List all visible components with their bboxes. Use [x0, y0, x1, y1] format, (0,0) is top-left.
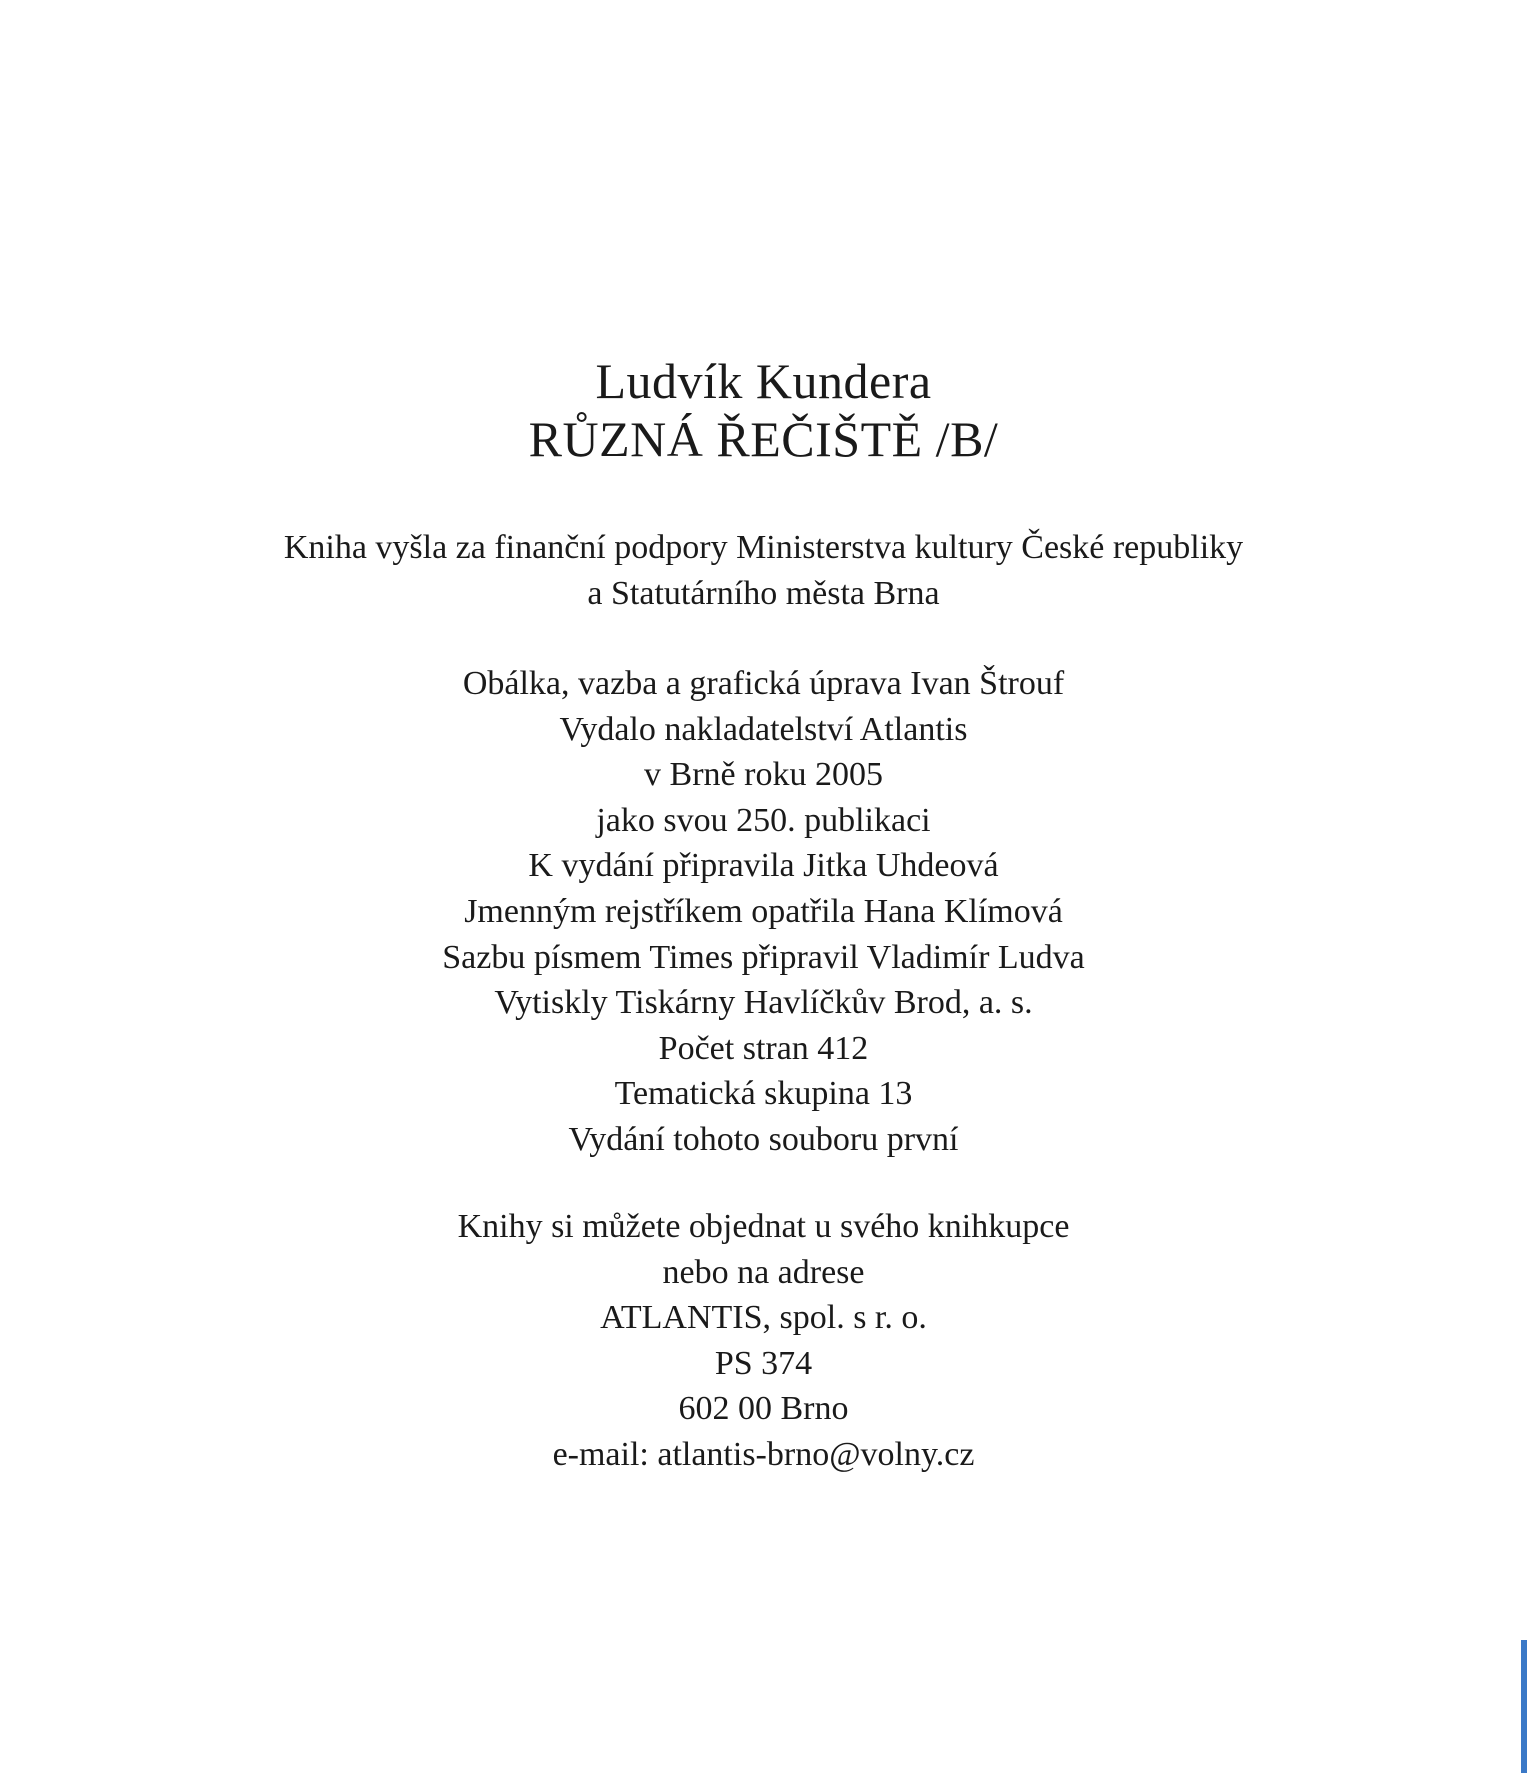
email-address: e-mail: atlantis-brno@volny.cz [552, 1435, 975, 1473]
credit-line: Vydání tohoto souboru první [568, 1120, 959, 1158]
scan-edge-mark [1521, 1640, 1527, 1773]
credits-list [0, 661, 1527, 1163]
order-line: nebo na adrese [662, 1253, 865, 1291]
author-name: Ludvík Kundera [595, 353, 932, 409]
credit-line: Obálka, vazba a grafická úprava Ivan Štrouf [462, 665, 1065, 702]
credit-line: jako svou 250. publikaci [596, 801, 931, 839]
title-block [0, 352, 1527, 468]
book-title: RŮZNÁ ŘEČIŠTĚ /B/ [528, 411, 999, 467]
funding-line: a Statutárního města Brna [587, 574, 940, 612]
credit-line: Vytiskly Tiskárny Havlíčkův Brod, a. s. [494, 984, 1033, 1022]
credit-line: Počet stran 412 [658, 1029, 869, 1067]
postal-city: 602 00 Brno [678, 1390, 849, 1428]
postal-box: PS 374 [714, 1344, 813, 1382]
credit-line: Sazbu písmem Times připravil Vladimír Ludva [442, 938, 1085, 976]
publisher-name: ATLANTIS, spol. s r. o. [600, 1299, 927, 1337]
funding-note [0, 525, 1527, 616]
credit-line: Jmenným rejstříkem opatřila Hana Klímová [464, 892, 1063, 930]
funding-line: Kniha vyšla za finanční podpory Ministerstva kultury České republiky [283, 529, 1244, 566]
credit-line: Tematická skupina 13 [614, 1075, 913, 1113]
credit-line: K vydání připravila Jitka Uhdeová [528, 847, 999, 885]
credit-line: v Brně roku 2005 [644, 756, 883, 794]
credit-line: Vydalo nakladatelství Atlantis [559, 710, 968, 748]
order-line: Knihy si můžete objednat u svého knihkupce [457, 1208, 1070, 1245]
order-info [0, 1204, 1527, 1478]
